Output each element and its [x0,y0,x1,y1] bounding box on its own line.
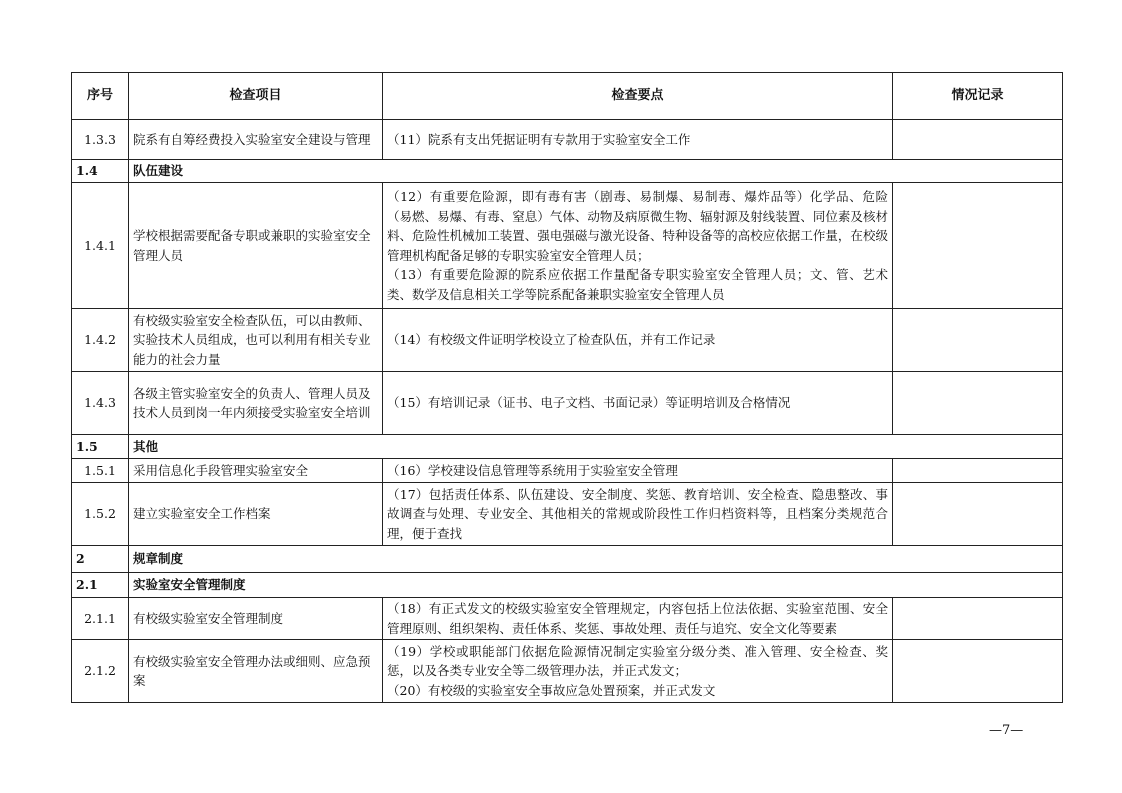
table-row [72,459,1063,483]
section-title: 规章制度 [129,546,1063,573]
section-code: 1.5 [72,435,129,459]
check-point: （11）院系有支出凭据证明有专款用于实验室安全工作 [387,131,691,147]
row-item: 采用信息化手段管理实验室安全 [129,459,383,483]
row-item: 有校级实验室安全检查队伍，可以由教师、实验技术人员组成，也可以利用有相关专业能力的社会力量 [129,309,383,372]
row-record [893,459,1063,483]
row-item: 各级主管实验室安全的负责人、管理人员及技术人员到岗一年内须接受实验室安全培训 [129,372,383,435]
table-row [72,483,1063,546]
row-record [893,183,1063,309]
row-item: 有校级实验室安全管理制度 [129,598,383,640]
table-row [72,598,1063,640]
page-number: —7— [989,723,1024,738]
table-row [72,640,1063,703]
row-points [383,640,893,703]
row-record [893,120,1063,160]
row-code: 1.4.1 [72,183,129,309]
section-code: 2.1 [72,573,129,598]
row-record [893,483,1063,546]
section-code: 1.4 [72,160,129,183]
section-row [72,435,1063,459]
row-points [383,598,893,640]
check-point: （16）学校建设信息管理等系统用于实验室安全管理 [387,462,678,478]
section-title: 队伍建设 [129,160,1063,183]
section-title: 其他 [129,435,1063,459]
row-item: 院系有自筹经费投入实验室安全建设与管理 [129,120,383,160]
section-row [72,546,1063,573]
row-record [893,372,1063,435]
table-header-row [72,73,1063,120]
check-point: （13）有重要危险源的院系应依据工作量配备专职实验室安全管理人员；文、管、艺术类、数学及信息相关工学等院系配备兼职实验室安全管理人员 [387,267,888,302]
header-points: 检查要点 [383,73,893,120]
check-point: （15）有培训记录（证书、电子文档、书面记录）等证明培训及合格情况 [387,395,791,411]
header-item: 检查项目 [129,73,383,120]
row-code: 1.4.3 [72,372,129,435]
check-point: （14）有校级文件证明学校设立了检查队伍，并有工作记录 [387,332,716,348]
section-title: 实验室安全管理制度 [129,573,1063,598]
row-record [893,598,1063,640]
row-points [383,459,893,483]
row-item: 学校根据需要配备专职或兼职的实验室安全管理人员 [129,183,383,309]
check-point: （18）有正式发文的校级实验室安全管理规定，内容包括上位法依据、实验室范围、安全管理原则、组织架构、责任体系、奖惩、事故处理、责任与追究、安全文化等要素 [387,601,888,636]
section-row [72,573,1063,598]
row-record [893,309,1063,372]
row-code: 2.1.1 [72,598,129,640]
section-code: 2 [72,546,129,573]
row-code: 1.5.1 [72,459,129,483]
header-record: 情况记录 [893,73,1063,120]
check-point: （12）有重要危险源，即有毒有害（剧毒、易制爆、易制毒、爆炸品等）化学品、危险（易燃、易爆、有毒、窒息）气体、动物及病原微生物、辐射源及射线装置、同位素及核材料、危险性机械加工装置、强电强磁与激光设备、特种设备等的高校应依据工作量，在校级管理机构配备足够的专职实验室安全管理人员； [387,189,888,263]
check-point: （17）包括责任体系、队伍建设、安全制度、奖惩、教育培训、安全检查、隐患整改、事故调查与处理、专业安全、其他相关的常规或阶段性工作归档资料等，且档案分类规范合理，便于查找 [387,486,888,541]
table-row [72,183,1063,309]
row-code: 1.3.3 [72,120,129,160]
header-seq: 序号 [72,73,129,120]
table-row [72,372,1063,435]
row-code: 1.4.2 [72,309,129,372]
row-points [383,183,893,309]
row-code: 1.5.2 [72,483,129,546]
inspection-table [71,72,1063,703]
row-points [383,372,893,435]
row-points [383,483,893,546]
row-points [383,309,893,372]
row-item: 建立实验室安全工作档案 [129,483,383,546]
row-record [893,640,1063,703]
section-row [72,160,1063,183]
row-item: 有校级实验室安全管理办法或细则、应急预案 [129,640,383,703]
table-row [72,120,1063,160]
row-code: 2.1.2 [72,640,129,703]
table-row [72,309,1063,372]
check-point: （19）学校或职能部门依据危险源情况制定实验室分级分类、准入管理、安全检查、奖惩，以及各类专业安全等二级管理办法，并正式发文； [387,643,888,679]
row-points [383,120,893,160]
check-point: （20）有校级的实验室安全事故应急处置预案，并正式发文 [387,682,716,698]
